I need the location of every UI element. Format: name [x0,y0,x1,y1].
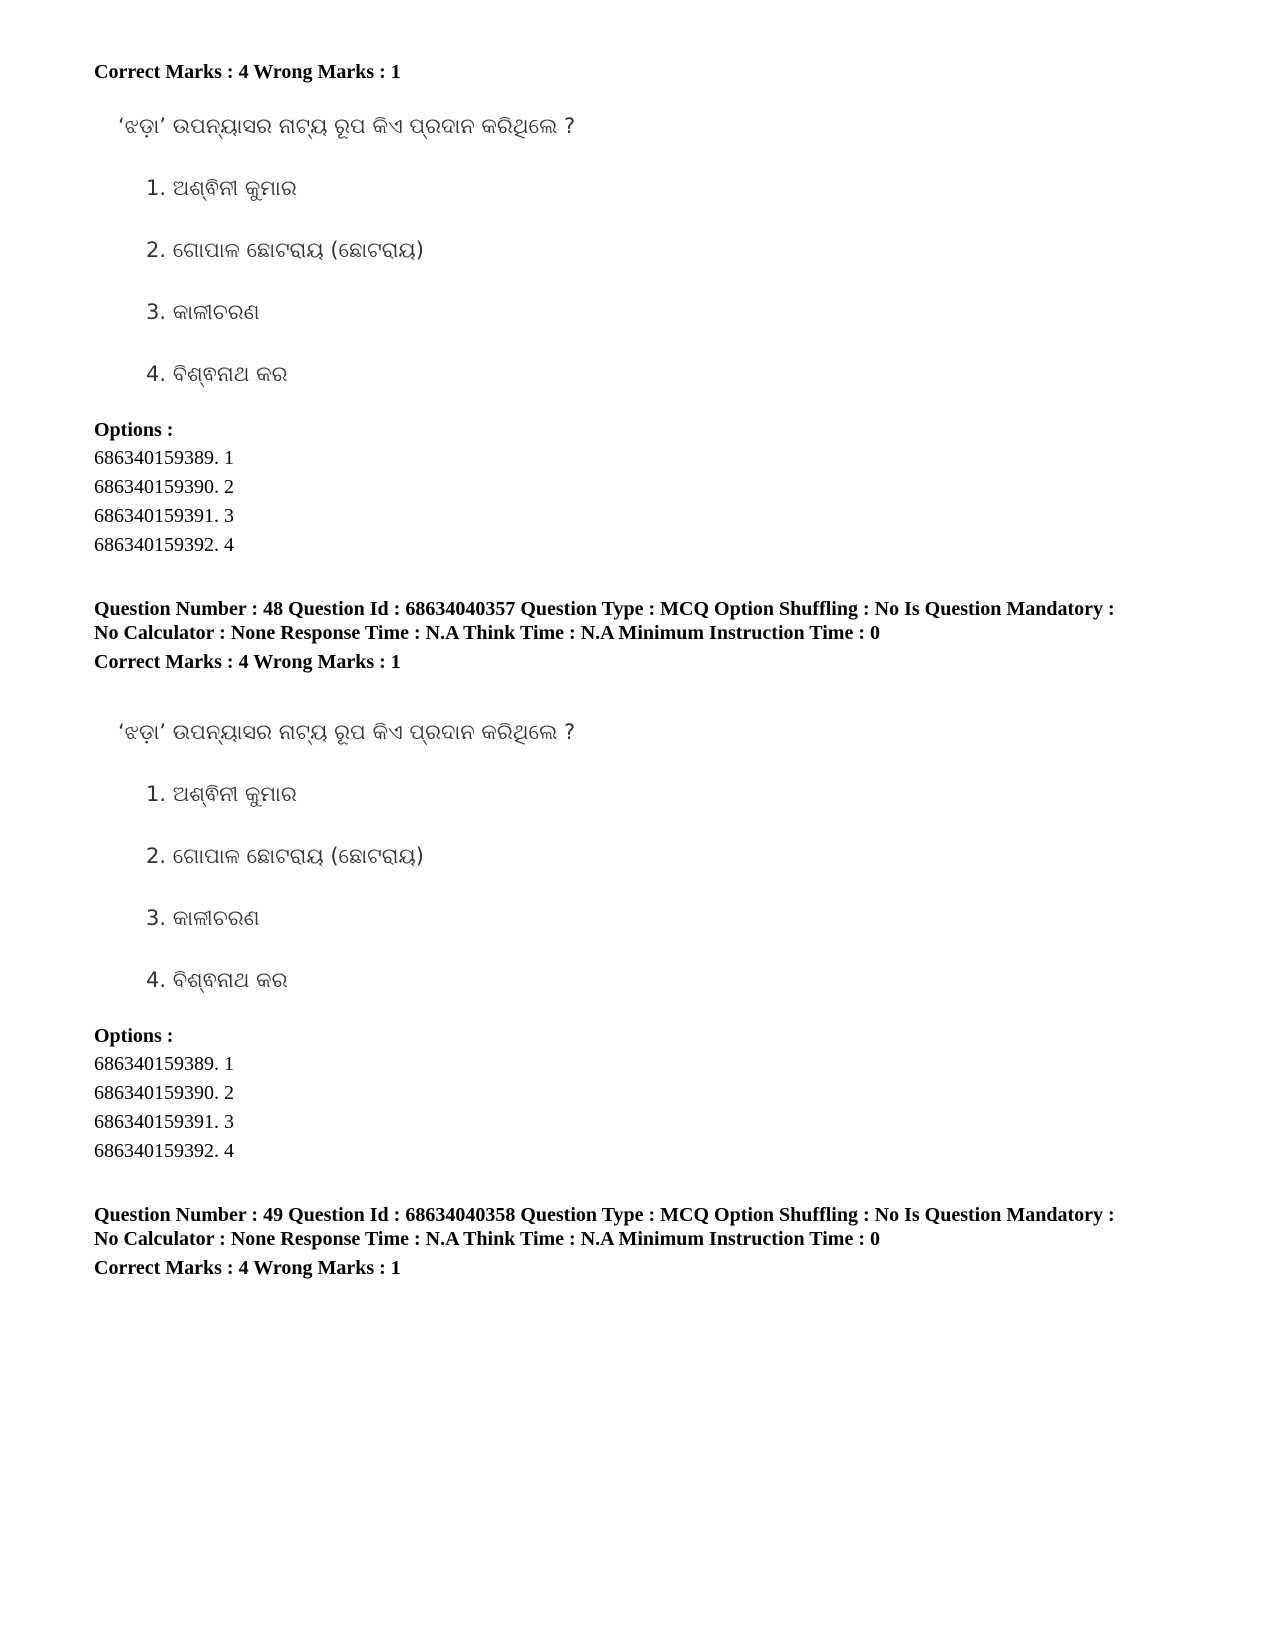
options-label: Options : [94,1025,174,1047]
marks-line: Correct Marks : 4 Wrong Marks : 1 [94,1257,401,1279]
question-choice: 2. ଗୋପାଳ ଛୋଟରାୟ (ଛୋଟରାୟ) [146,238,424,262]
question-choice: 3. କାଳୀଚରଣ [146,300,260,324]
options-label: Options : [94,419,174,441]
question-choice: 2. ଗୋପାଳ ଛୋଟରାୟ (ଛୋଟରାୟ) [146,844,424,868]
option-id-line: 686340159391. 3 [94,505,234,527]
option-id-line: 686340159392. 4 [94,1140,234,1162]
question-header: Question Number : 48 Question Id : 68634040357 Question Type : MCQ Option Shuffling : No Is Question Mandatory : [94,598,1115,620]
option-id-line: 686340159389. 1 [94,1053,234,1075]
question-text: ‘ଝଡ଼ା’ ଉପନ୍ୟାସର ନାଟ୍ୟ ରୂପ କିଏ ପ୍ରଦାନ କରିଥିଲେ ? [118,114,576,138]
marks-line: Correct Marks : 4 Wrong Marks : 1 [94,61,401,83]
question-choice: 3. କାଳୀଚରଣ [146,906,260,930]
option-id-line: 686340159389. 1 [94,447,234,469]
question-choice: 4. ବିଶ୍ଵନାଥ କର [146,362,288,386]
marks-line: Correct Marks : 4 Wrong Marks : 1 [94,651,401,673]
option-id-line: 686340159390. 2 [94,1082,234,1104]
question-header: No Calculator : None Response Time : N.A Think Time : N.A Minimum Instruction Time : 0 [94,622,880,644]
option-id-line: 686340159392. 4 [94,534,234,556]
option-id-line: 686340159390. 2 [94,476,234,498]
question-text: ‘ଝଡ଼ା’ ଉପନ୍ୟାସର ନାଟ୍ୟ ରୂପ କିଏ ପ୍ରଦାନ କରିଥିଲେ ? [118,720,576,744]
question-image [0,104,1275,404]
question-image [0,710,1275,1010]
option-id-line: 686340159391. 3 [94,1111,234,1133]
question-header: No Calculator : None Response Time : N.A Think Time : N.A Minimum Instruction Time : 0 [94,1228,880,1250]
question-header: Question Number : 49 Question Id : 68634040358 Question Type : MCQ Option Shuffling : No Is Question Mandatory : [94,1204,1115,1226]
question-choice: 1. ଅଶ୍ଵିନୀ କୁମାର [146,782,297,806]
question-choice: 4. ବିଶ୍ଵନାଥ କର [146,968,288,992]
question-choice: 1. ଅଶ୍ଵିନୀ କୁମାର [146,176,297,200]
